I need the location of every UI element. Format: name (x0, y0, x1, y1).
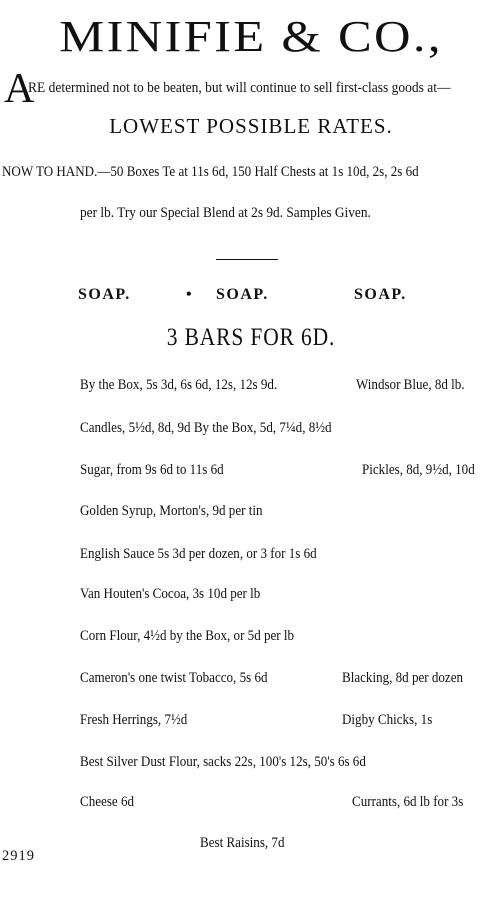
item-left-4: Golden Syrup, Morton's, 9d per tin (80, 503, 263, 519)
item-right-8: Blacking, 8d per dozen (342, 670, 464, 686)
divider-rule (216, 259, 278, 260)
bars-heading: 3 BARS FOR 6D. (166, 324, 336, 351)
item-left-5: English Sauce 5s 3d per dozen, or 3 for 1s 6d (80, 546, 317, 562)
drop-cap: A (4, 66, 35, 112)
item-left-10: Best Silver Dust Flour, sacks 22s, 100's 12s, 50's 6s 6d (80, 754, 366, 770)
item-left-6: Van Houten's Cocoa, 3s 10d per lb (80, 586, 261, 602)
item-left-8: Cameron's one twist Tobacco, 5s 6d (80, 670, 268, 686)
rates-heading: LOWEST POSSIBLE RATES. (109, 114, 393, 138)
now-to-hand-line-2: per lb. Try our Special Blend at 2s 9d. Samples Given. (80, 205, 371, 221)
last-item: Best Raisins, 7d (200, 835, 285, 851)
intro-line: RE determined not to be beaten, but will continue to sell first-class goods at— (28, 80, 451, 96)
item-left-3: Sugar, from 9s 6d to 11s 6d (80, 462, 224, 478)
soap-label-3: SOAP. (354, 286, 407, 303)
item-right-1: Windsor Blue, 8d lb. (356, 377, 465, 393)
advert-title: MINIFIE & CO., (59, 12, 443, 61)
now-to-hand-line-1: NOW TO HAND.—50 Boxes Te at 11s 6d, 150 Half Chests at 1s 10d, 2s, 2s 6d (2, 164, 419, 180)
item-right-3: Pickles, 8d, 9½d, 10d (362, 462, 475, 478)
item-right-9: Digby Chicks, 1s (342, 712, 433, 728)
reference-number: 2919 (2, 848, 35, 864)
item-left-1: By the Box, 5s 3d, 6s 6d, 12s, 12s 9d. (80, 377, 278, 393)
item-left-9: Fresh Herrings, 7½d (80, 712, 188, 728)
item-left-7: Corn Flour, 4½d by the Box, or 5d per lb (80, 628, 295, 644)
item-right-11: Currants, 6d lb for 3s (352, 794, 464, 810)
item-left-11: Cheese 6d (80, 794, 134, 810)
item-left-2: Candles, 5½d, 8d, 9d By the Box, 5d, 7¼d, 8½d (80, 420, 332, 436)
soap-label-2: SOAP. (216, 286, 269, 303)
bullet-mark: • (186, 286, 194, 303)
soap-label-1: SOAP. (78, 286, 131, 303)
